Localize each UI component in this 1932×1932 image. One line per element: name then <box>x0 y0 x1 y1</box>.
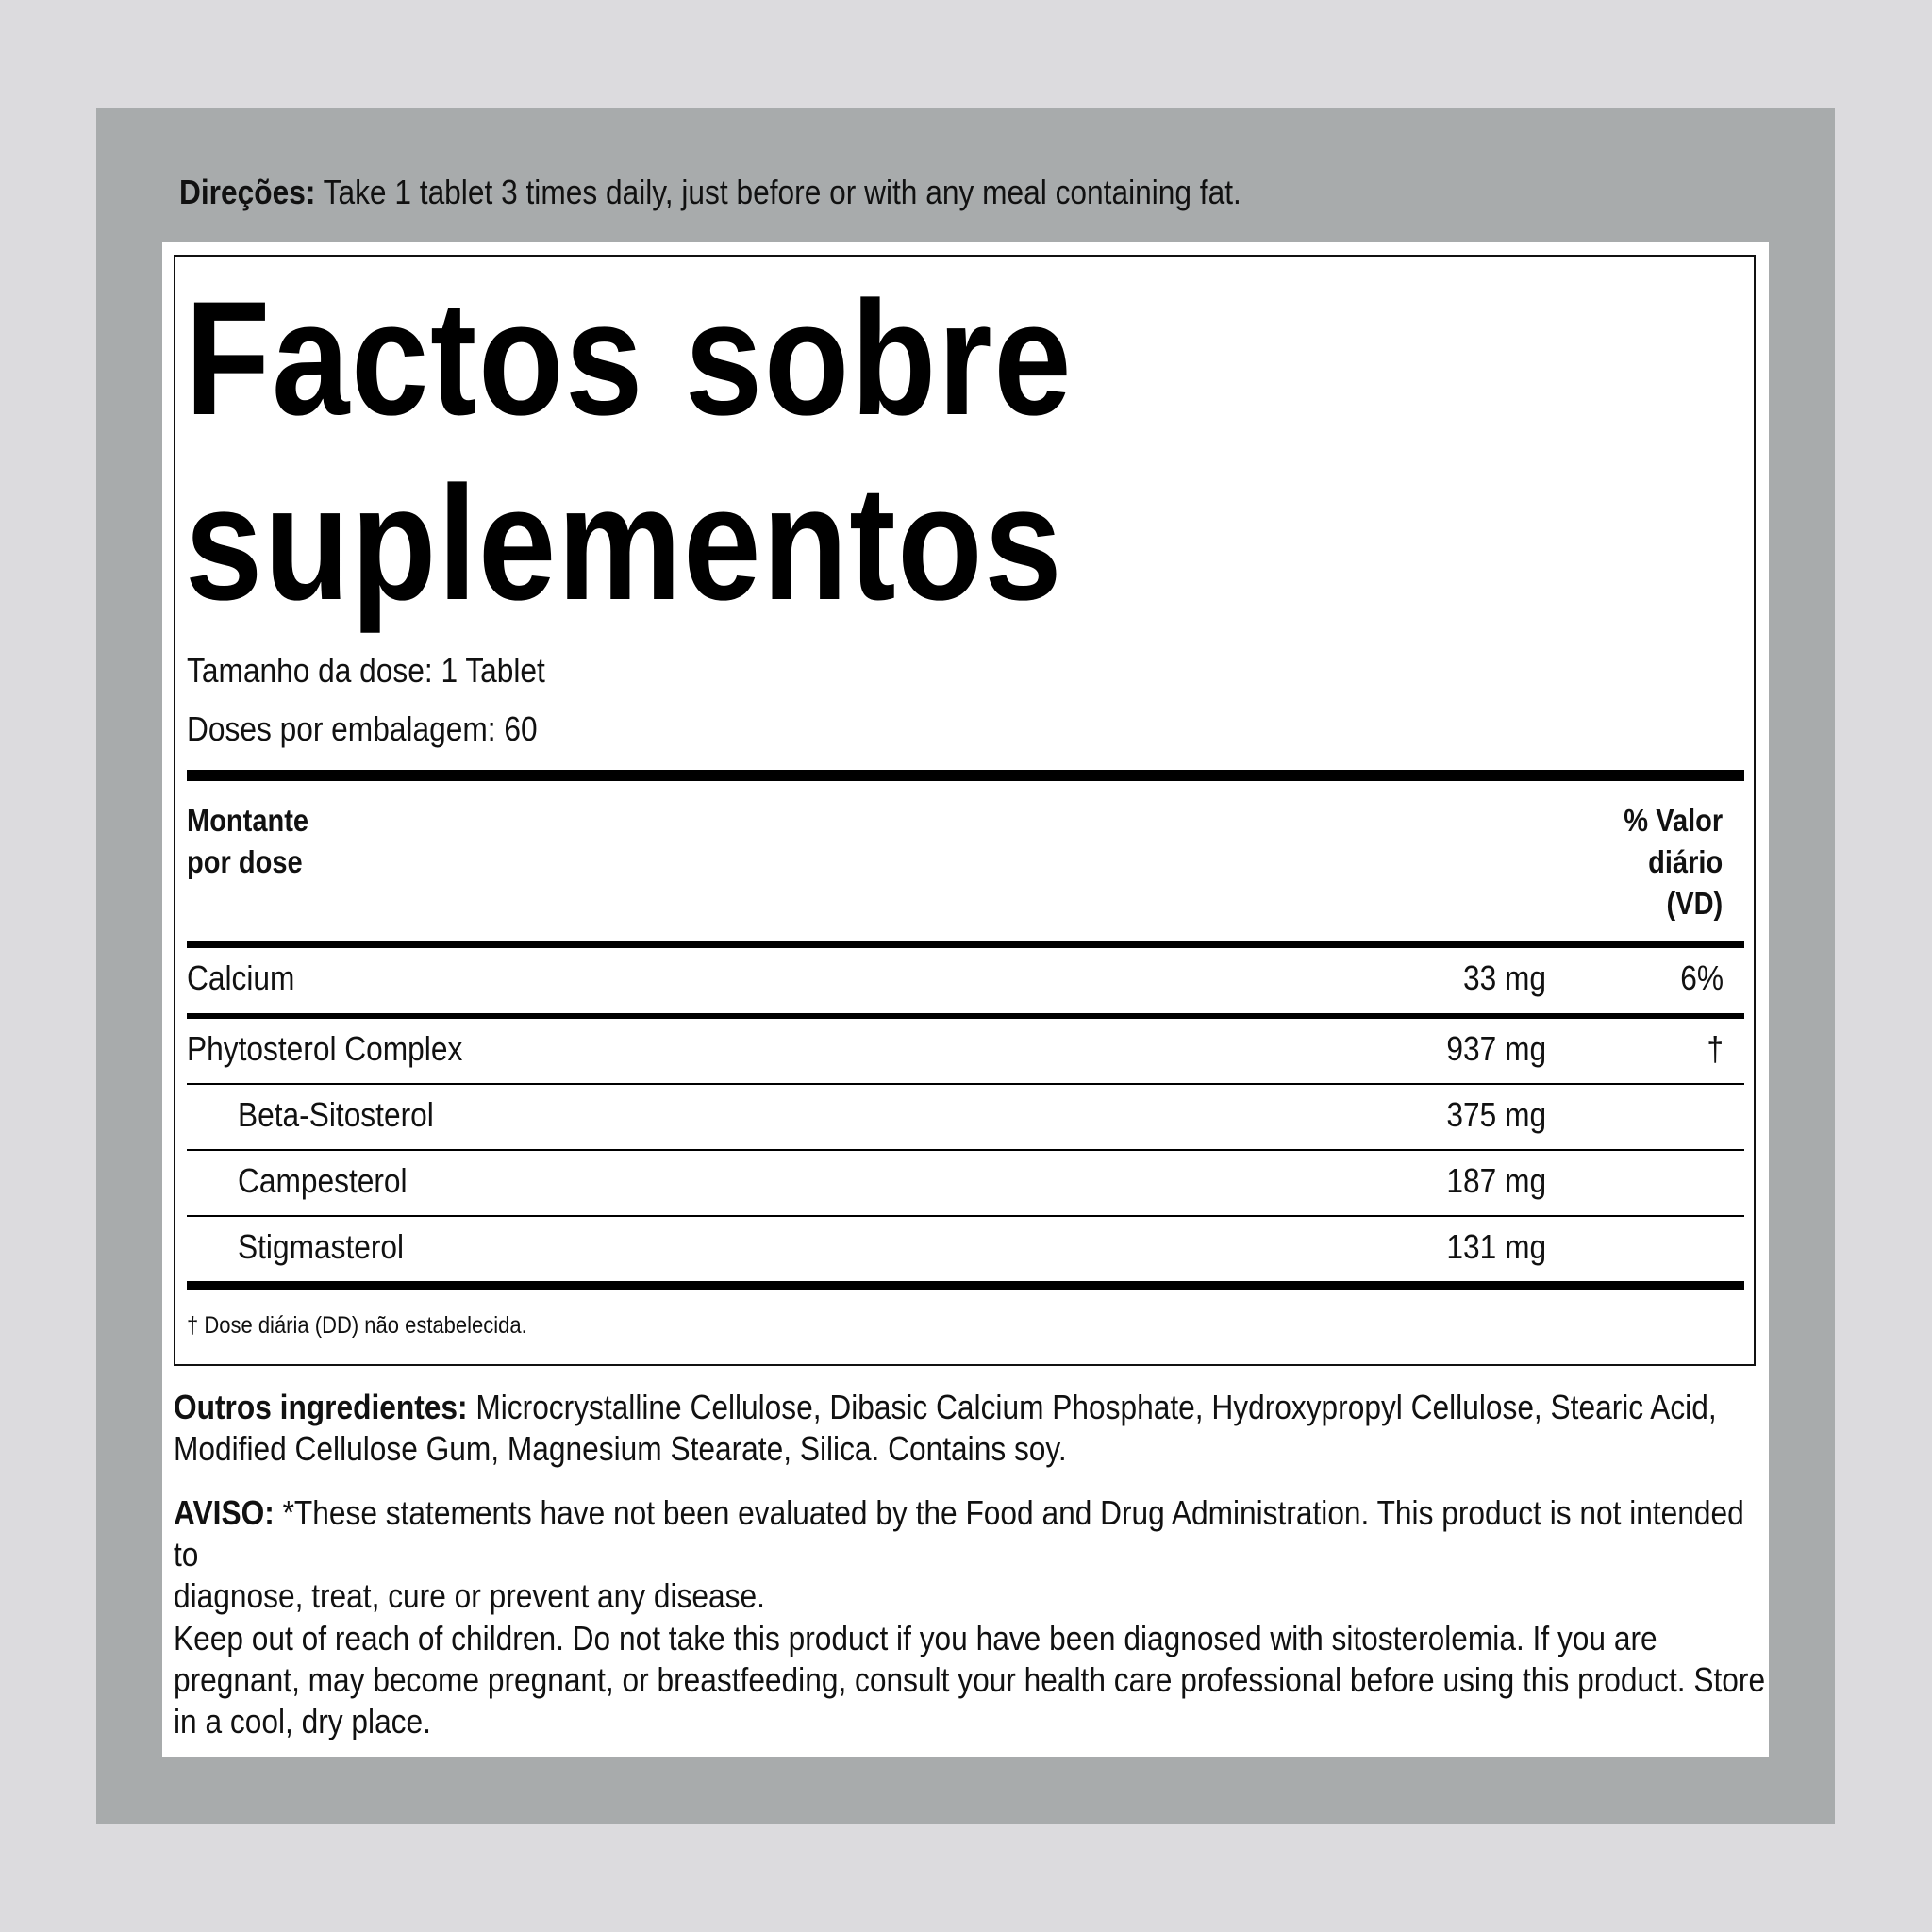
serving-size: Tamanho da dose: 1 Tablet <box>187 651 545 690</box>
daily-value-header <box>1624 800 1723 924</box>
bottom-divider <box>187 1281 1744 1290</box>
nutrient-name: Phytosterol Complex <box>187 1029 463 1068</box>
other-ingredients-text-1: Microcrystalline Cellulose, Dibasic Calcium Phosphate, Hydroxypropyl Cellulose, Stearic Acid, <box>475 1388 1717 1426</box>
warning-label: AVISO: <box>174 1493 275 1532</box>
nutrient-row <box>187 1154 1744 1207</box>
dv-header-line-1: % Valor <box>1624 803 1723 838</box>
other-ingredients <box>174 1387 1768 1470</box>
warning-text-1: *These statements have not been evaluated by the Food and Drug Administration. This product is not intended to <box>174 1493 1744 1574</box>
title-line-2: suplementos <box>185 453 1064 634</box>
nutrient-amount: 131 mg <box>1446 1227 1546 1266</box>
directions-text: Take 1 tablet 3 times daily, just before or with any meal containing fat. <box>323 173 1241 211</box>
row-divider <box>187 1083 1744 1085</box>
nutrient-name: Stigmasterol <box>238 1227 405 1266</box>
row-divider <box>187 1013 1744 1019</box>
other-ingredients-label: Outros ingredientes: <box>174 1388 468 1426</box>
nutrient-amount: 33 mg <box>1462 958 1546 997</box>
nutrient-row <box>187 1022 1744 1074</box>
nutrient-amount: 187 mg <box>1446 1161 1546 1200</box>
caution-line-3: in a cool, dry place. <box>174 1702 431 1740</box>
servings-per-container: Doses por embalagem: 60 <box>187 709 538 748</box>
nutrient-name: Campesterol <box>238 1161 408 1200</box>
warning-text-2: diagnose, treat, cure or prevent any disease. <box>174 1576 765 1615</box>
nutrient-row <box>187 951 1744 1004</box>
amount-header-line-1: Montante <box>187 803 309 838</box>
nutrient-amount: 937 mg <box>1446 1029 1546 1068</box>
amount-header-line-2: por dose <box>187 844 303 879</box>
daily-value-footnote: † Dose diária (DD) não estabelecida. <box>187 1312 527 1339</box>
amount-per-serving-header <box>187 800 308 883</box>
nutrient-dv: 6% <box>1680 958 1724 997</box>
thick-divider <box>187 770 1744 781</box>
directions <box>179 168 1241 217</box>
other-ingredients-text-2: Modified Cellulose Gum, Magnesium Stearate, Silica. Contains soy. <box>174 1429 1067 1468</box>
header-divider <box>187 941 1744 948</box>
directions-label: Direções: <box>179 173 316 211</box>
dv-header-line-2: diário <box>1647 844 1723 879</box>
nutrient-name: Beta-Sitosterol <box>238 1095 434 1134</box>
nutrient-dv: † <box>1707 1029 1724 1068</box>
nutrient-row <box>187 1088 1744 1141</box>
dv-header-line-3: (VD) <box>1666 886 1723 921</box>
row-divider <box>187 1215 1744 1217</box>
nutrient-row <box>187 1220 1744 1273</box>
supplement-facts-title <box>185 266 1240 636</box>
nutrient-name: Calcium <box>187 958 295 997</box>
warning <box>174 1492 1768 1617</box>
caution-line-2: pregnant, may become pregnant, or breastfeeding, consult your health care professional before using this product. Store <box>174 1660 1766 1699</box>
caution-statement <box>174 1618 1768 1742</box>
row-divider <box>187 1149 1744 1151</box>
caution-line-1: Keep out of reach of children. Do not take this product if you have been diagnosed with sitosterolemia. If you are <box>174 1619 1657 1657</box>
nutrient-amount: 375 mg <box>1446 1095 1546 1134</box>
title-line-1: Factos sobre <box>185 268 1074 449</box>
